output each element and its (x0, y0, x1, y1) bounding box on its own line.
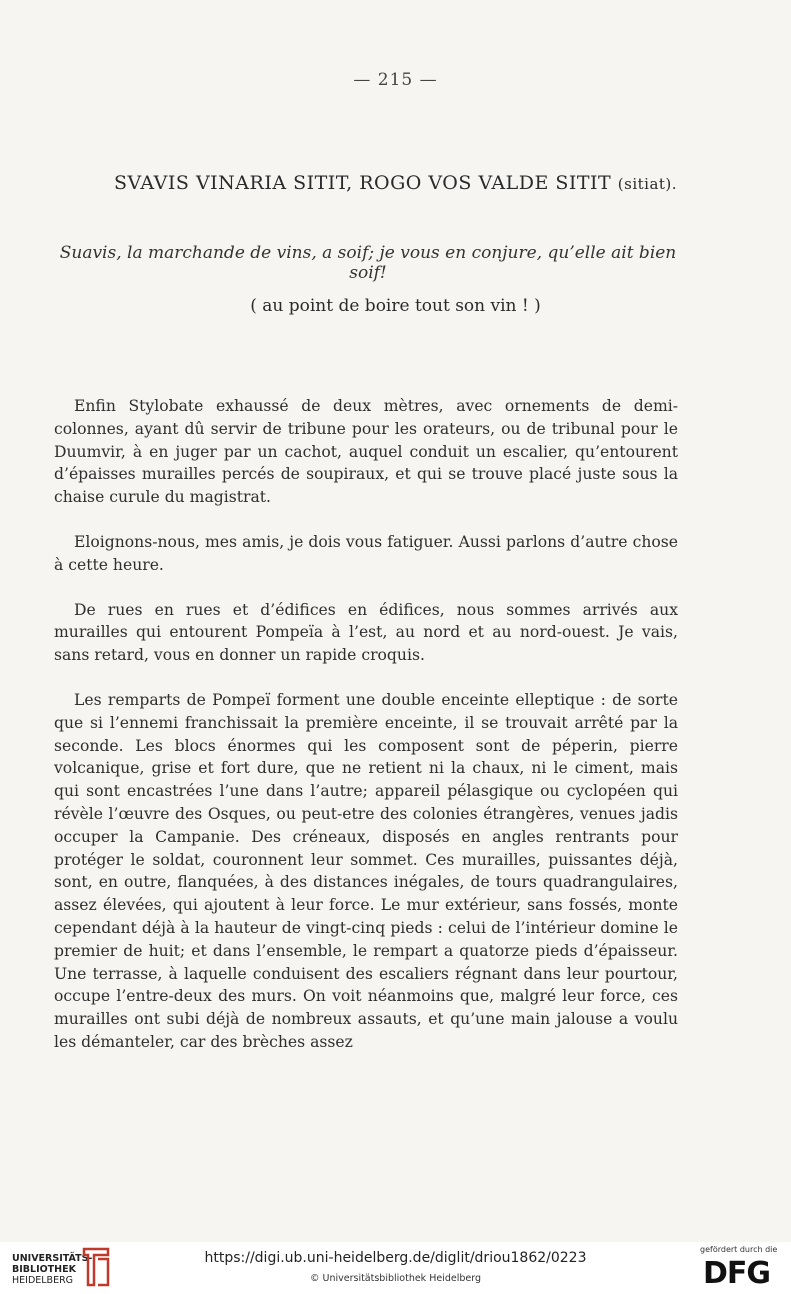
copyright-notice: © Universitätsbibliothek Heidelberg (309, 1273, 481, 1284)
paragraph: Enfin Stylobate exhaussé de deux mètres, avec ornements de demi-colonnes, ayant dû servir de tribune pour les orateurs, ou de tribunal pour le Duumvir, à en juger par un cachot, auquel conduit un escalier, qu’entourent d’épaisses murailles percés de soupiraux, et qui se trouve placé juste sous la chaise curule du magistrat. (54, 397, 678, 507)
inscription-main: SVAVIS VINARIA SITIT, ROGO VOS VALDE SITIT (113, 172, 612, 194)
library-name-line: HEIDELBERG (12, 1275, 74, 1286)
dfg-logo[interactable]: DFG (703, 1256, 771, 1291)
body-text (54, 395, 678, 1054)
footer-bar (0, 1242, 791, 1294)
latin-inscription (0, 172, 791, 194)
paragraph: Eloignons-nous, mes amis, je dois vous fatiguer. Aussi parlons d’autre chose à cette heure. (54, 532, 678, 574)
funding-label: gefördert durch die (700, 1245, 778, 1254)
inscription-paren: (sitiat). (617, 175, 678, 193)
permalink-url[interactable]: https://digi.ub.uni-heidelberg.de/diglit/driou1862/0223 (204, 1250, 587, 1266)
inscription-translation: Suavis, la marchande de vins, a soif; je vous en conjure, qu’elle ait bien soif! (59, 243, 677, 283)
library-name-line: BIBLIOTHEK (12, 1264, 76, 1275)
page-number: — 215 — (353, 70, 438, 90)
paragraph: Les remparts de Pompeï forment une double enceinte elleptique : de sorte que si l’ennemi franchissait la première enceinte, il se trouvait arrêté par la seconde. Les blocs énormes qui les composent sont de péperin, pierre volcanique, grise et fort dure, que ne retient ni la chaux, ni le ciment, mais qui sont encastrées l’une dans l’autre; appareil pélasgique ou cyclopéen qui révèle l’œuvre des Osques, ou peut-etre des colonies étrangères, venues jadis occuper la Campanie. Des créneaux, disposés en angles rentrants pour protéger le soldat, couronnent leur sommet. Ces murailles, puissantes déjà, sont, en outre, flanquées, à des distances inégales, de tours quadrangulaires, assez élevées, qui ajoutent à leur force. Le mur extérieur, sans fossés, monte cependant déjà à la hauteur de vingt-cinq pieds : celui de l’intérieur domine le premier de huit; et dans l’ensemble, le rempart a quatorze pieds d’épaisseur. Une terrasse, à laquelle conduisent des escaliers régnant dans leur pourtour, occupe l’entre-deux des murs. On voit néanmoins que, malgré leur force, ces murailles ont subi déjà de nombreux assauts, et qu’une main jalouse a voulu les démanteler, car des brèches assez (54, 690, 678, 1051)
inscription-note: ( au point de boire tout son vin ! ) (250, 296, 541, 316)
paragraph: De rues en rues et d’édifices en édifices, nous sommes arrivés aux murailles qui entourent Pompeïa à l’est, au nord et au nord-ouest. Je vais, sans retard, vous en donner un rapide croquis. (54, 600, 678, 665)
library-name-line: UNIVERSITÄTS- (12, 1253, 93, 1264)
